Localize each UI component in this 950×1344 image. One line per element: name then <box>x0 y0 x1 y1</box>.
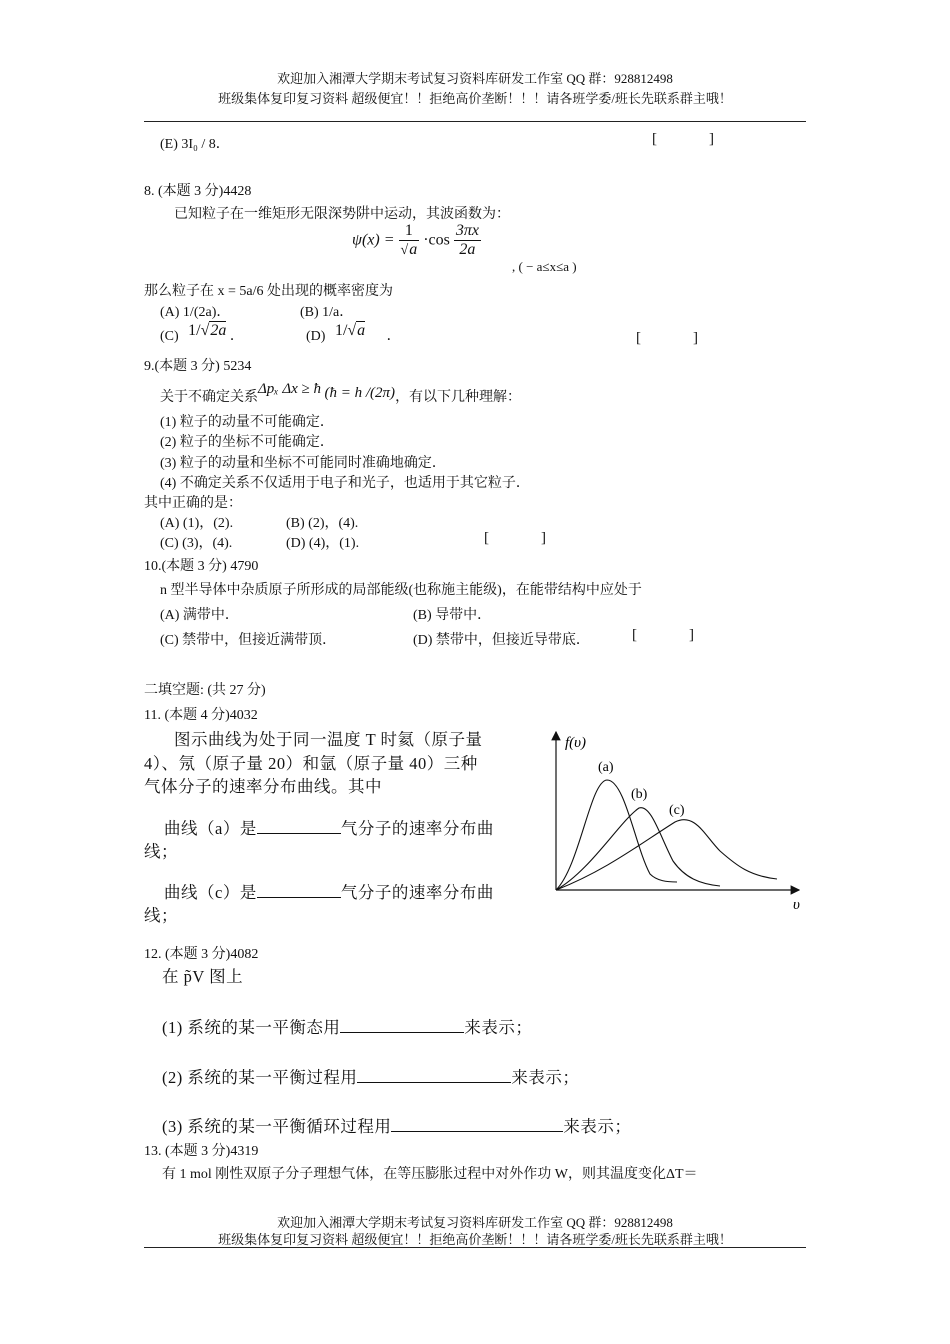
q9-stem-pre: 关于不确定关系 <box>160 390 258 405</box>
q10-option-a: (A) 满带中． <box>160 608 239 623</box>
answer-blank-a[interactable] <box>257 819 341 834</box>
q12-item-3 <box>162 1113 631 1137</box>
q11-stem-line-3: 气体分子的速率分布曲线。其中 <box>144 777 382 796</box>
q8-option-a: (A) 1/(2a)． <box>160 305 231 320</box>
uncertainty-relation: Δpₓ Δx ≥ ħ <box>258 381 322 397</box>
curve-c-label: (c) <box>669 803 685 818</box>
hbar-definition: (ħ = h /(2π) <box>324 385 396 401</box>
q8-option-c-label: (C) <box>160 329 179 344</box>
q8-option-d-label: (D) <box>306 329 326 344</box>
q8-option-b: (B) 1/a． <box>300 305 354 320</box>
q12-item-1-post: 来表示； <box>464 1018 533 1037</box>
q12-item-2-pre: (2) 系统的某一平衡过程用 <box>162 1068 358 1087</box>
bracket-right: ] <box>689 627 694 643</box>
q8-question: 那么粒子在 x = 5a/6 处出现的概率密度为 <box>144 284 393 299</box>
q8-option-d-end: ． <box>386 329 401 344</box>
answer-blank-3[interactable] <box>391 1117 563 1132</box>
q8-option-c-expr: 1/ <box>188 322 201 339</box>
q9-item: (2) 粒子的坐标不可能确定． <box>160 435 334 450</box>
cos-num: 3πx <box>455 222 479 239</box>
bracket-right: ] <box>541 530 546 546</box>
q9-option-c: (C) (3)，(4). <box>160 536 233 551</box>
q8-domain: , ( − a≤x≤a ) <box>512 259 577 274</box>
q12-item-2-post: 来表示； <box>511 1068 580 1087</box>
q12-item-3-pre: (3) 系统的某一平衡循环过程用 <box>162 1117 392 1136</box>
q8-option-c-root: 2a <box>210 322 227 339</box>
q8-wavefunction <box>352 222 481 259</box>
answer-bracket[interactable] <box>636 330 698 347</box>
cos-den: 2a <box>459 241 476 258</box>
q12-heading: 12. (本题 3 分)4082 <box>144 947 259 962</box>
q11-blank-c <box>164 879 494 903</box>
q9-heading: 9.(本题 3 分) 5234 <box>144 359 252 374</box>
psi-cos: ·cos <box>423 231 450 249</box>
q10-heading: 10.(本题 3 分) 4790 <box>144 559 259 574</box>
q11-blank-c-tail: 线； <box>144 906 178 925</box>
q12-item-1-pre: (1) 系统的某一平衡态用 <box>162 1018 341 1037</box>
bracket-right: ] <box>709 131 714 147</box>
section-2-title: 二填空题: (共 27 分) <box>144 683 266 698</box>
q9-stem-post: ，有以下几种理解： <box>395 390 522 405</box>
header-line-1: 欢迎加入湘潭大学期末考试复习资料库研发工作室 QQ 群：928812498 <box>277 71 673 86</box>
q12-item-2 <box>162 1064 579 1088</box>
q9-stem <box>160 381 522 406</box>
answer-bracket[interactable] <box>632 627 694 644</box>
curve-b-label: (b) <box>631 787 648 802</box>
bracket-left: [ <box>484 530 489 546</box>
x-axis-label: υ <box>793 897 800 913</box>
q10-option-b: (B) 导带中． <box>413 608 492 623</box>
header-line-2: 班级集体复印复习资料 超级便宜！！拒绝高价垄断！！！请各班学委/班长先联系群主哦！ <box>218 91 732 106</box>
psi-fraction: $\frac{1}{√a}$ <box>400 222 418 258</box>
q8-stem: 已知粒子在一维矩形无限深势阱中运动，其波函数为： <box>174 207 510 222</box>
answer-bracket[interactable] <box>484 530 546 547</box>
q8-option-c: (C) 1/√2a ． <box>160 322 244 344</box>
q11-blank-a-tail: 线； <box>144 842 178 861</box>
q8-option-d: (D) 1/√a ． <box>306 322 401 344</box>
q13-heading: 13. (本题 3 分)4319 <box>144 1144 259 1159</box>
curve-a-label: (a) <box>598 760 614 775</box>
q11-blank-a-post: 气分子的速率分布曲 <box>340 819 494 838</box>
curve-a <box>556 780 677 890</box>
bracket-left: [ <box>652 131 657 147</box>
q11-blank-c-pre: 曲线（c）是 <box>164 883 257 902</box>
q11-blank-c-post: 气分子的速率分布曲 <box>340 883 494 902</box>
q10-option-d: (D) 禁带中，但接近导带底． <box>413 633 590 648</box>
q9-item: (3) 粒子的动量和坐标不可能同时准确地确定． <box>160 456 446 471</box>
answer-blank-1[interactable] <box>340 1018 464 1033</box>
q11-stem-line-2: 4）、氖（原子量 20）和氩（原子量 40）三种 <box>144 754 478 773</box>
q12-item-3-post: 来表示； <box>563 1117 632 1136</box>
q11-stem-line-1: 图示曲线为处于同一温度 T 时氦（原子量 <box>174 730 483 749</box>
q10-stem: n 型半导体中杂质原子所形成的局部能级(也称施主能级)，在能带结构中应处于 <box>160 583 642 598</box>
psi-lhs: ψ(x) = <box>352 231 395 249</box>
answer-blank-2[interactable] <box>357 1068 511 1083</box>
answer-bracket[interactable] <box>652 131 714 148</box>
footer-rule <box>144 1247 806 1248</box>
footer-line-2: 班级集体复印复习资料 超级便宜！！拒绝高价垄断！！！请各班学委/班长先联系群主哦！ <box>218 1232 732 1247</box>
psi-frac-den: a <box>409 241 418 258</box>
q9-option-b: (B) (2)，(4). <box>286 516 359 531</box>
q12-item-1 <box>162 1014 532 1038</box>
answer-blank-c[interactable] <box>257 883 341 898</box>
q7-option-e: (E) 3I₀ / 8． <box>160 137 230 152</box>
speed-distribution-figure <box>545 726 810 916</box>
q9-item: (1) 粒子的动量不可能确定． <box>160 415 334 430</box>
q8-option-d-root: a <box>357 322 366 339</box>
header-rule <box>144 121 806 122</box>
q9-option-d: (D) (4)，(1). <box>286 536 360 551</box>
q11-blank-a <box>164 815 494 839</box>
curve-c <box>556 820 777 890</box>
q9-which: 其中正确的是： <box>144 496 242 511</box>
q11-blank-a-pre: 曲线（a）是 <box>164 819 257 838</box>
y-axis-label: f(υ) <box>565 735 587 751</box>
curve-b <box>556 808 720 890</box>
bracket-right: ] <box>693 330 698 346</box>
q12-stem: 在 p̃V 图上 <box>162 967 244 986</box>
footer-line-1: 欢迎加入湘潭大学期末考试复习资料库研发工作室 QQ 群：928812498 <box>277 1215 673 1230</box>
q8-option-c-end: ． <box>229 329 244 344</box>
q8-option-d-expr: 1/ <box>334 322 348 339</box>
q11-heading: 11. (本题 4 分)4032 <box>144 708 258 723</box>
q8-heading: 8. (本题 3 分)4428 <box>144 184 252 199</box>
q10-option-c: (C) 禁带中，但接近满带顶． <box>160 633 337 648</box>
cos-argument <box>454 222 481 259</box>
q9-item: (4) 不确定关系不仅适用于电子和光子，也适用于其它粒子． <box>160 476 530 491</box>
q13-stem: 有 1 mol 刚性双原子分子理想气体，在等压膨胀过程中对外作功 W，则其温度变化ΔT＝ <box>162 1167 698 1182</box>
q9-option-a: (A) (1)，(2). <box>160 516 234 531</box>
bracket-left: [ <box>636 330 641 346</box>
psi-frac-num: 1 <box>399 222 420 241</box>
bracket-left: [ <box>632 627 637 643</box>
